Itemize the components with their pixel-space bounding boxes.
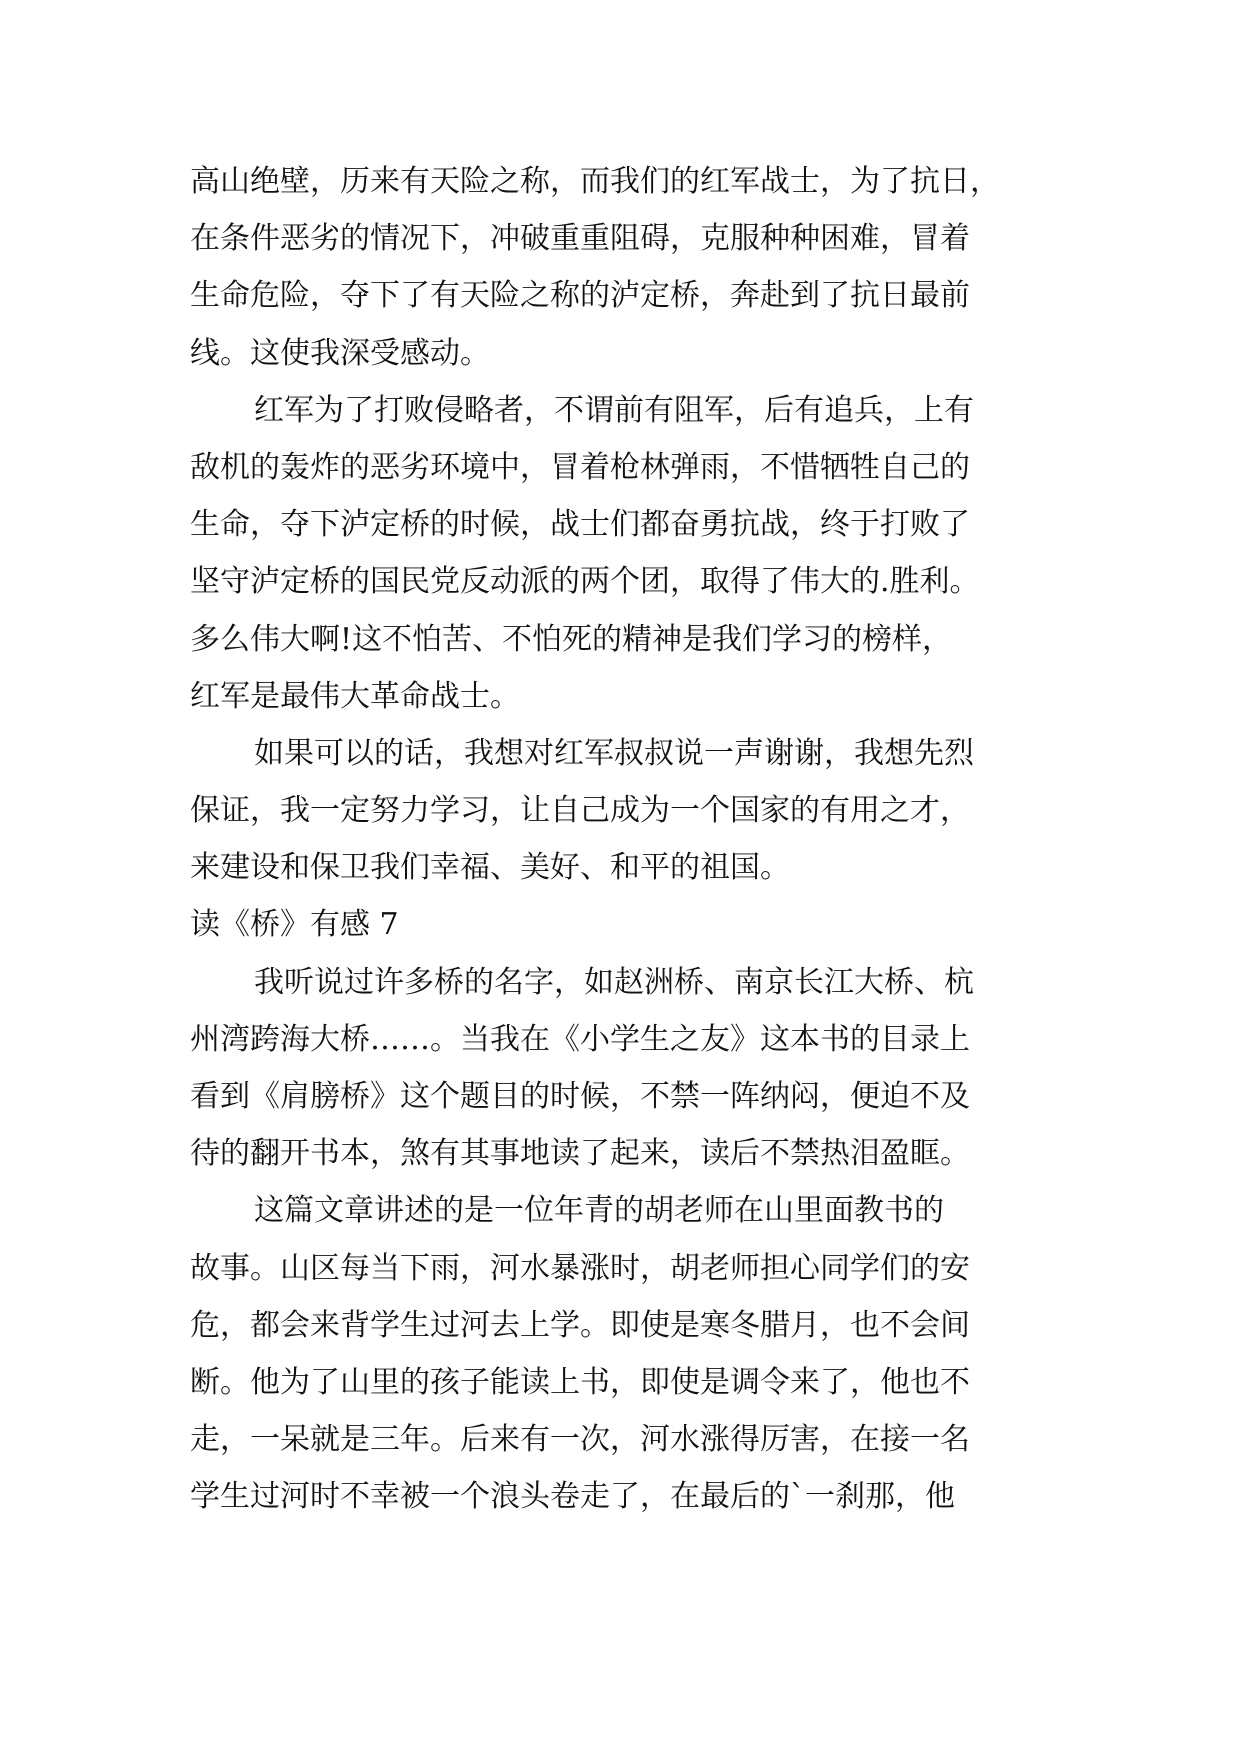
paragraph-start-line: 如果可以的话，我想对红军叔叔说一声谢谢，我想先烈 (254, 735, 974, 771)
text-line: 走，一呆就是三年。后来有一次，河水涨得厉害，在接一名 (190, 1422, 970, 1458)
text-line: 红军是最伟大革命战士。 (190, 678, 520, 714)
text-line: 断。他为了山里的孩子能读上书，即使是调令来了，他也不 (190, 1364, 970, 1400)
text-line: 看到《肩膀桥》这个题目的时候，不禁一阵纳闷，便迫不及 (190, 1079, 970, 1114)
section-heading: 读《桥》有感 7 (190, 907, 399, 943)
text-line: 待的翻开书本，煞有其事地读了起来，读后不禁热泪盈眶。 (190, 1136, 970, 1172)
text-line: 州湾跨海大桥……。当我在《小学生之友》这本书的目录上 (190, 1021, 970, 1057)
text-line: 敌机的轰炸的恶劣环境中，冒着枪林弹雨，不惜牺牲自己的 (190, 449, 970, 485)
text-line: 坚守泸定桥的国民党反动派的两个团，取得了伟大的.胜利。 (190, 564, 980, 600)
text-line: 在条件恶劣的情况下，冲破重重阻碍，克服种种困难，冒着 (190, 221, 970, 257)
text-line: 危，都会来背学生过河去上学。即使是寒冬腊月，也不会间 (190, 1307, 970, 1343)
text-line: 多么伟大啊!这不怕苦、不怕死的精神是我们学习的榜样， (190, 621, 953, 657)
text-line: 故事。山区每当下雨，河水暴涨时，胡老师担心同学们的安 (190, 1250, 970, 1286)
text-line: 学生过河时不幸被一个浪头卷走了，在最后的`一刹那，他 (190, 1479, 955, 1515)
paragraph-start-line: 红军为了打败侵略者，不谓前有阻军，后有追兵，上有 (254, 392, 974, 428)
text-line: 来建设和保卫我们幸福、美好、和平的祖国。 (190, 850, 790, 886)
text-line: 保证，我一定努力学习，让自己成为一个国家的有用之才， (190, 793, 970, 829)
text-line: 线。这使我深受感动。 (190, 335, 490, 371)
text-line: 生命，夺下泸定桥的时候，战士们都奋勇抗战，终于打败了 (190, 507, 970, 543)
document-body (190, 153, 1070, 1526)
paragraph-start-line: 这篇文章讲述的是一位年青的胡老师在山里面教书的 (254, 1193, 944, 1229)
text-line: 生命危险，夺下了有天险之称的泸定桥，奔赴到了抗日最前 (190, 278, 970, 314)
text-line: 高山绝壁，历来有天险之称，而我们的红军战士，为了抗日， (190, 164, 1000, 199)
paragraph-start-line: 我听说过许多桥的名字，如赵洲桥、南京长江大桥、杭 (254, 964, 974, 1000)
